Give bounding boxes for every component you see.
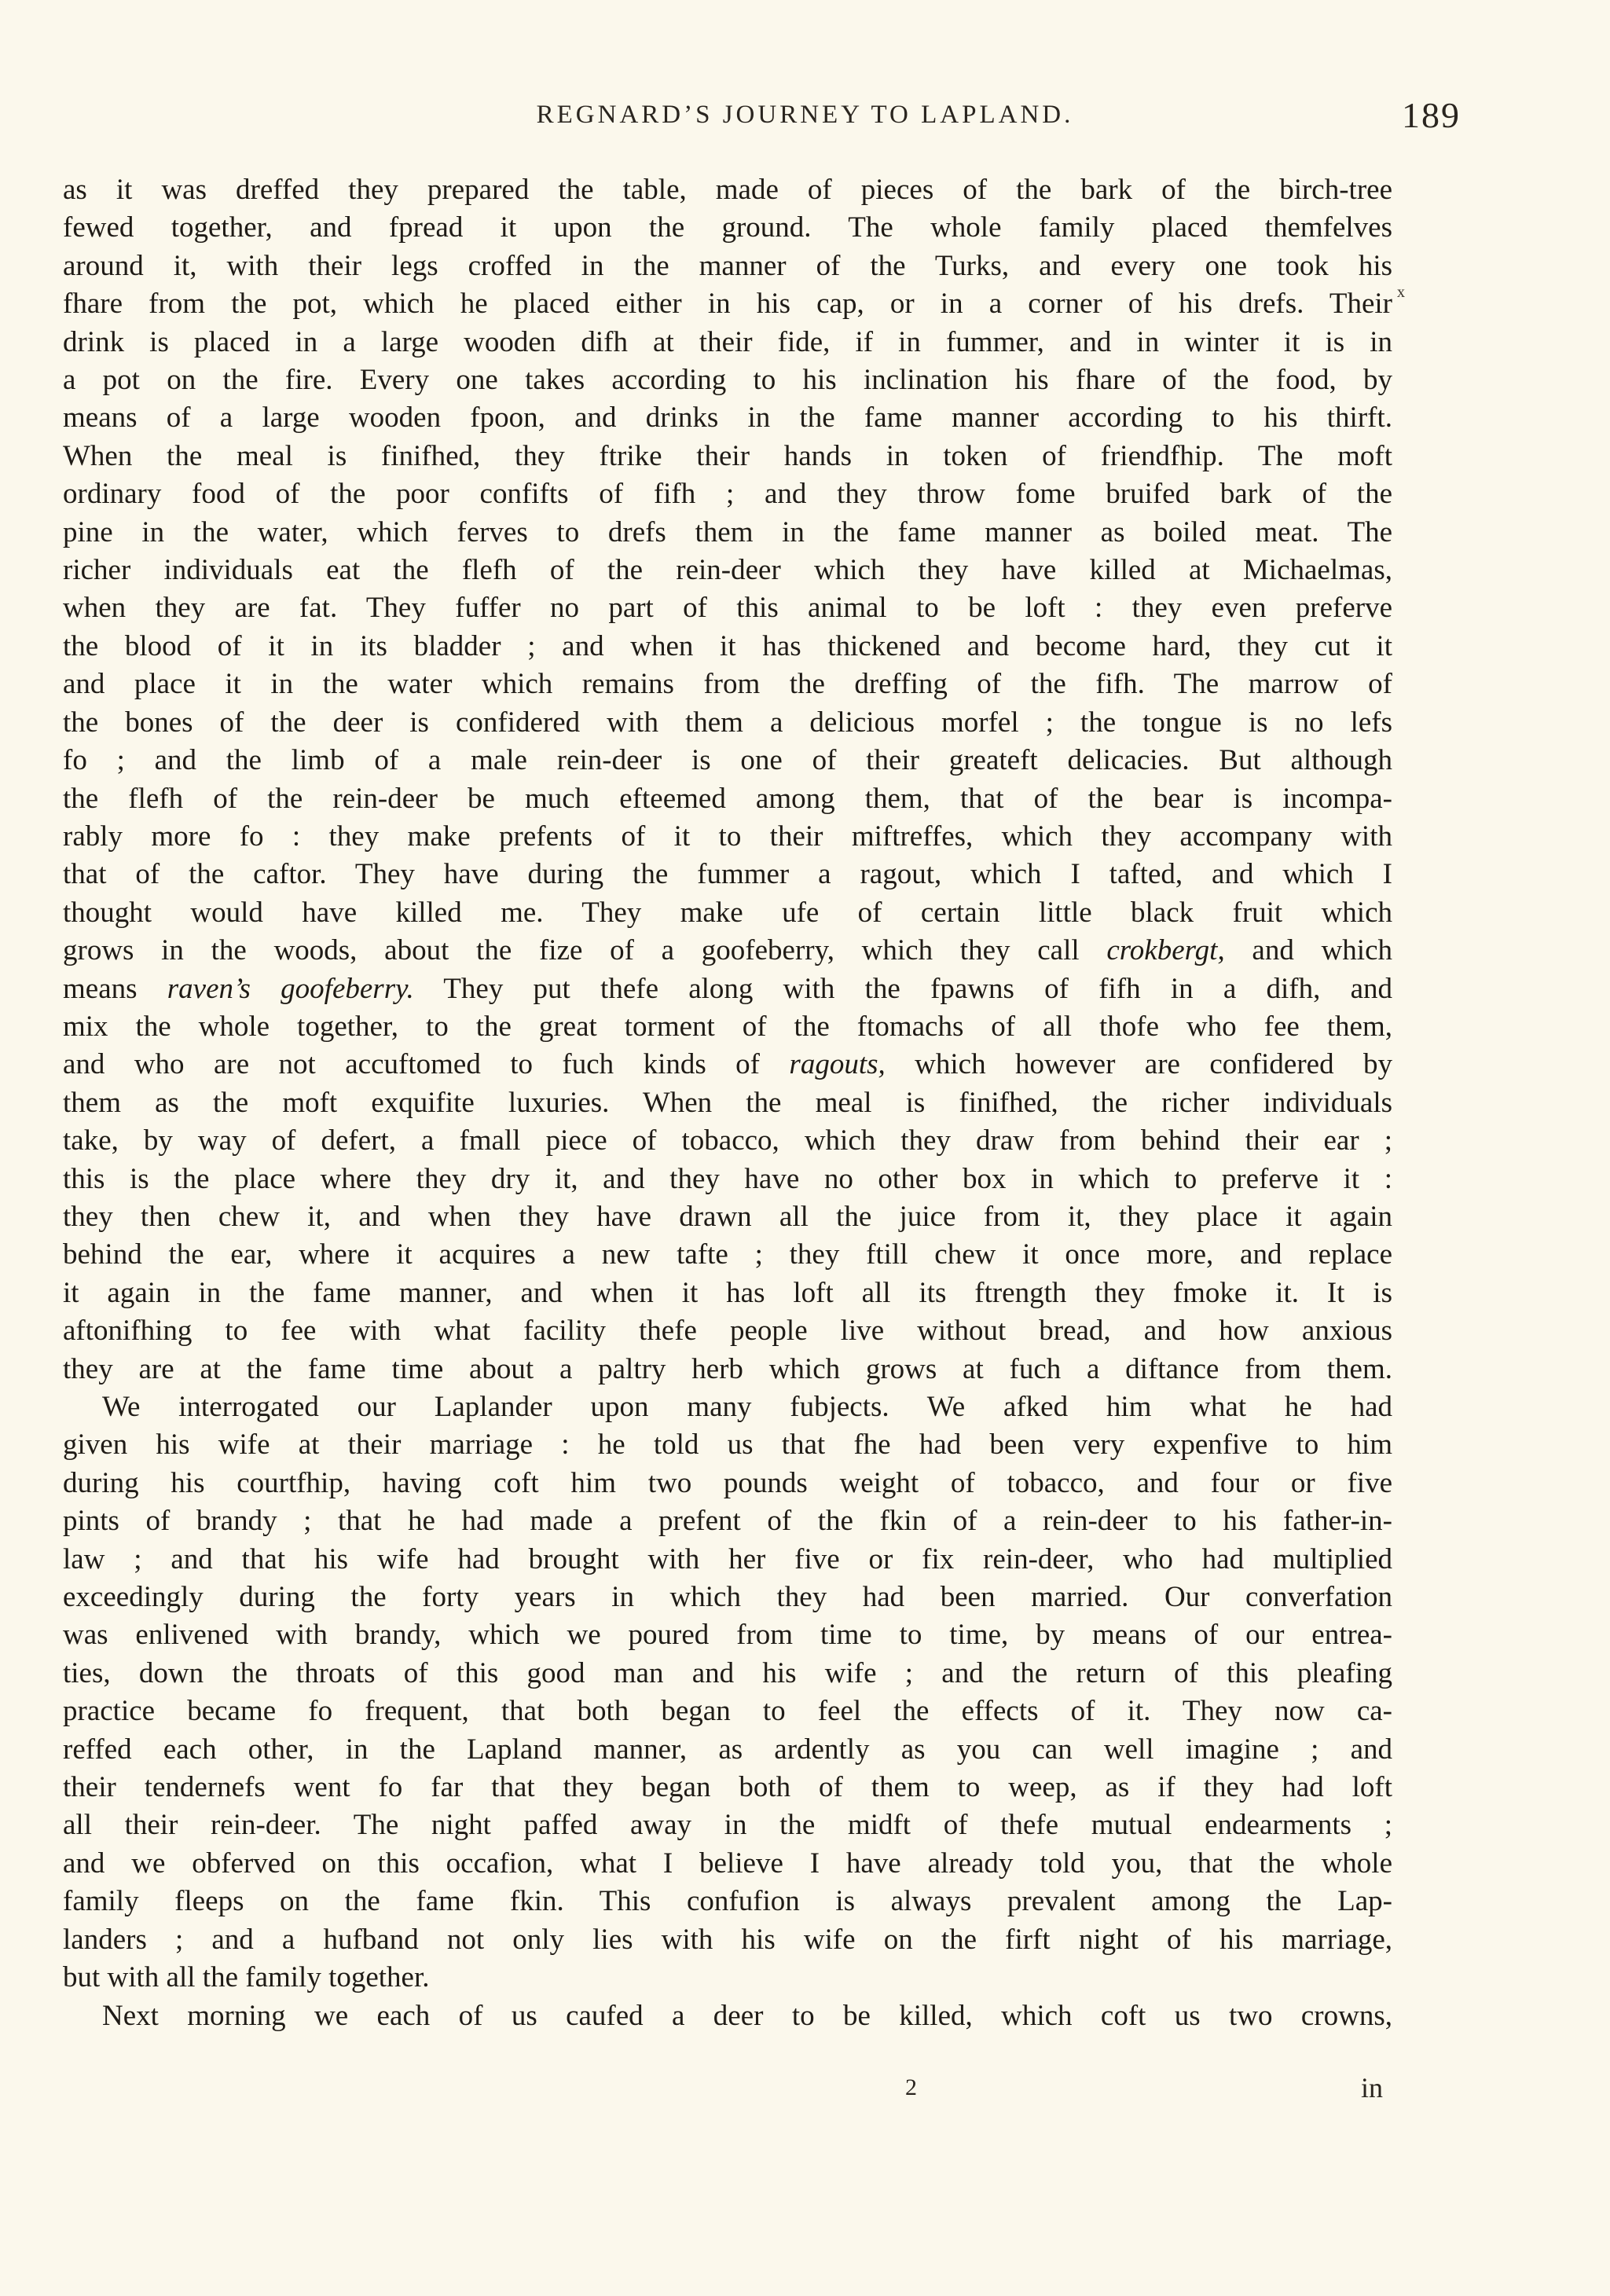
text-line: ties, down the throats of this good man and his wife ; and the return of this pleafing	[63, 1656, 1392, 1689]
text-line: thought would have killed me. They make ufe of certain little black fruit which	[63, 896, 1392, 929]
text-line: drink is placed in a large wooden difh at their fide, if in fummer, and in winter it is in	[63, 325, 1392, 358]
text-line: and place it in the water which remains from the dreffing of the fifh. The marrow of	[63, 668, 1392, 701]
text-line: a pot on the fire. Every one takes according to his inclination his fhare of the food, by	[63, 364, 1392, 397]
text-line-with-italic	[63, 1046, 1392, 1084]
text-line: mix the whole together, to the great torment of the ftomachs of all thofe who fee them,	[63, 1010, 1392, 1043]
text-line: pine in the water, which ferves to drefs them in the fame manner as boiled meat. The	[63, 515, 1392, 548]
text-line: the bones of the deer is confidered with them a delicious morfel ; the tongue is no lefs	[63, 706, 1392, 739]
paragraph-end-line: but with all the family together.	[63, 1961, 430, 1994]
margin-mark: ₓ	[1397, 272, 1405, 301]
text-line: fewed together, and fpread it upon the ground. The whole family placed themfelves	[63, 211, 1392, 244]
text-segment: They put thefe along with the fpawns of fifh in a difh, and	[413, 972, 1392, 1005]
text-line: fo ; and the limb of a male rein-deer is one of their greateft delicacies. But although	[63, 744, 1392, 777]
paragraph-start-line: We interrogated our Laplander upon many fubjects. We afked him what he had	[102, 1391, 1392, 1423]
text-line: was enlivened with brandy, which we poured from time to time, by means of our entrea-	[63, 1619, 1392, 1652]
text-line-with-italic	[63, 970, 1392, 1008]
signature-mark: 2	[905, 2074, 917, 2100]
text-line: richer individuals eat the flefh of the rein-deer which they have killed at Michaelmas,	[63, 554, 1392, 587]
text-line: their tendernefs went fo far that they began both of them to weep, as if they had loft	[63, 1771, 1392, 1804]
text-segment: means	[63, 972, 167, 1005]
catchword: in	[1361, 2072, 1384, 2103]
text-line: aftonifhing to fee with what facility thefe people live without bread, and how anxious	[63, 1315, 1392, 1348]
italic-term: ragouts,	[789, 1048, 886, 1081]
text-segment: and which	[1224, 934, 1392, 967]
text-line: them as the moft exquifite luxuries. When the meal is finifhed, the richer individuals	[63, 1086, 1392, 1119]
text-line: means of a large wooden fpoon, and drinks in the fame manner according to his thirft.	[63, 402, 1392, 435]
text-line: all their rein-deer. The night paffed away in the midft of thefe mutual endearments ;	[63, 1809, 1392, 1842]
text-line: family fleeps on the fame fkin. This confufion is always prevalent among the Lap-	[63, 1885, 1392, 1918]
body-text	[63, 171, 1392, 2035]
text-line: they are at the fame time about a paltry herb which grows at fuch a diftance from them.	[63, 1352, 1392, 1385]
paragraph-start-line: Next morning we each of us caufed a deer to be killed, which coft us two crowns,	[102, 1999, 1392, 2032]
text-line: reffed each other, in the Lapland manner, as ardently as you can well imagine ; and	[63, 1733, 1392, 1766]
text-line: the blood of it in its bladder ; and when it has thickened and become hard, they cut it	[63, 629, 1392, 662]
text-line: ordinary food of the poor confifts of fifh ; and they throw fome bruifed bark of the	[63, 478, 1392, 511]
text-line: rably more fo : they make prefents of it to their miftreffes, which they accompany with	[63, 820, 1392, 853]
text-line: fhare from the pot, which he placed either in his cap, or in a corner of his drefs. Their	[63, 288, 1392, 321]
text-line: take, by way of defert, a fmall piece of tobacco, which they draw from behind their ear ;	[63, 1124, 1392, 1157]
text-line: law ; and that his wife had brought with her five or fix rein-deer, who had multiplied	[63, 1542, 1392, 1575]
text-segment: which however are confidered by	[885, 1048, 1392, 1081]
text-line-with-italic	[63, 932, 1392, 970]
text-line: exceedingly during the forty years in which they had been married. Our converfation	[63, 1581, 1392, 1614]
text-line: when they are fat. They fuffer no part of this animal to be loft : they even preferve	[63, 592, 1392, 625]
text-segment: grows in the woods, about the fize of a goofeberry, which they call	[63, 934, 1107, 967]
text-line: it again in the fame manner, and when it has loft all its ftrength they fmoke it. It is	[63, 1276, 1392, 1309]
text-line: When the meal is finifhed, they ftrike their hands in token of friendfhip. The moft	[63, 439, 1392, 472]
text-line: behind the ear, where it acquires a new tafte ; they ftill chew it once more, and replace	[63, 1238, 1392, 1271]
text-segment: and who are not accuftomed to fuch kinds of	[63, 1048, 790, 1081]
text-line: they then chew it, and when they have drawn all the juice from it, they place it again	[63, 1200, 1392, 1233]
running-title: REGNARD’S JOURNEY TO LAPLAND.	[536, 101, 1074, 129]
text-line: landers ; and a hufband not only lies with his wife on the firft night of his marriage,	[63, 1923, 1392, 1956]
text-line: pints of brandy ; that he had made a prefent of the fkin of a rein-deer to his father-in-	[63, 1505, 1392, 1538]
text-line: given his wife at their marriage : he told us that fhe had been very expenfive to him	[63, 1429, 1392, 1462]
text-line: around it, with their legs croffed in the manner of the Turks, and every one took his	[63, 249, 1392, 282]
text-line: and we obferved on this occafion, what I believe I have already told you, that the whole	[63, 1847, 1392, 1880]
text-line: practice became fo frequent, that both began to feel the effects of it. They now ca-	[63, 1695, 1392, 1728]
page-number: 189	[1402, 95, 1461, 135]
italic-term: raven’s goofeberry.	[167, 972, 414, 1005]
text-line: this is the place where they dry it, and they have no other box in which to preferve it :	[63, 1162, 1392, 1195]
text-line: as it was dreffed they prepared the table, made of pieces of the bark of the birch-tree	[63, 174, 1392, 206]
text-line: the flefh of the rein-deer be much efteemed among them, that of the bear is incompa-	[63, 782, 1392, 815]
italic-term: crokbergt,	[1106, 934, 1225, 967]
text-line: that of the caftor. They have during the fummer a ragout, which I tafted, and which I	[63, 858, 1392, 891]
text-line: during his courtfhip, having coft him two pounds weight of tobacco, and four or five	[63, 1466, 1392, 1499]
